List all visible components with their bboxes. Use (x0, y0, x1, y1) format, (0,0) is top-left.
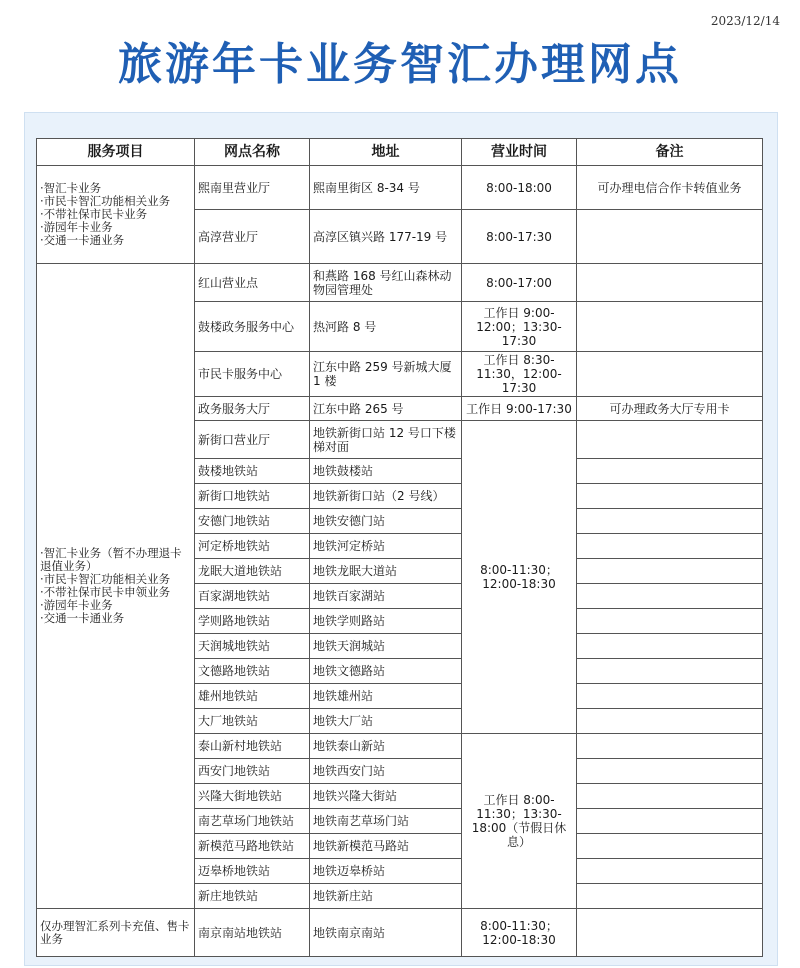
outlet-hours: 工作日 9:00-17:30 (462, 397, 577, 421)
outlet-hours: 8:00-17:30 (462, 210, 577, 264)
outlet-name: 大厂地铁站 (195, 709, 310, 734)
outlet-note (577, 559, 763, 584)
outlet-address: 地铁文德路站 (310, 659, 462, 684)
outlet-hours: 工作日 8:30-11:30，12:00-17:30 (462, 352, 577, 397)
outlet-note (577, 884, 763, 909)
outlet-name: 龙眠大道地铁站 (195, 559, 310, 584)
outlet-address: 地铁雄州站 (310, 684, 462, 709)
outlet-note (577, 484, 763, 509)
outlet-address: 江东中路 259 号新城大厦 1 楼 (310, 352, 462, 397)
outlet-note (577, 809, 763, 834)
outlet-hours-merged: 工作日 8:00-11:30；13:30-18:00（节假日休息） (462, 734, 577, 909)
date-stamp: 2023/12/14 (710, 14, 780, 28)
outlet-name: 西安门地铁站 (195, 759, 310, 784)
outlet-note (577, 459, 763, 484)
outlet-address: 地铁天润城站 (310, 634, 462, 659)
header-hours: 营业时间 (462, 139, 577, 166)
outlet-name: 新街口营业厅 (195, 421, 310, 459)
header-service: 服务项目 (37, 139, 195, 166)
outlet-address: 地铁泰山新站 (310, 734, 462, 759)
outlet-note (577, 684, 763, 709)
outlet-note (577, 584, 763, 609)
outlet-address: 地铁龙眠大道站 (310, 559, 462, 584)
outlet-note (577, 352, 763, 397)
header-address: 地址 (310, 139, 462, 166)
outlet-hours: 工作日 9:00-12:00；13:30-17:30 (462, 302, 577, 352)
outlet-name: 政务服务大厅 (195, 397, 310, 421)
outlet-name: 南京南站地铁站 (195, 909, 310, 957)
outlet-address: 熙南里街区 8-34 号 (310, 166, 462, 210)
table-row (37, 264, 763, 302)
outlet-name: 兴隆大街地铁站 (195, 784, 310, 809)
outlet-name: 红山营业点 (195, 264, 310, 302)
outlet-note (577, 509, 763, 534)
outlet-note: 可办理电信合作卡转值业务 (577, 166, 763, 210)
outlet-note (577, 659, 763, 684)
outlet-note (577, 859, 763, 884)
outlet-address: 地铁新模范马路站 (310, 834, 462, 859)
outlet-note (577, 834, 763, 859)
outlet-address: 地铁迈皋桥站 (310, 859, 462, 884)
outlet-name: 鼓楼地铁站 (195, 459, 310, 484)
outlet-name: 百家湖地铁站 (195, 584, 310, 609)
outlet-note (577, 784, 763, 809)
outlet-hours: 8:00-17:00 (462, 264, 577, 302)
outlet-name: 新街口地铁站 (195, 484, 310, 509)
outlet-address: 地铁学则路站 (310, 609, 462, 634)
header-note: 备注 (577, 139, 763, 166)
outlet-name: 河定桥地铁站 (195, 534, 310, 559)
outlet-address: 和燕路 168 号红山森林动物园管理处 (310, 264, 462, 302)
outlet-name: 高淳营业厅 (195, 210, 310, 264)
outlet-address: 地铁鼓楼站 (310, 459, 462, 484)
table-header-row (37, 139, 763, 166)
outlet-note (577, 759, 763, 784)
outlet-name: 泰山新村地铁站 (195, 734, 310, 759)
outlet-note: 可办理政务大厅专用卡 (577, 397, 763, 421)
outlet-name: 天润城地铁站 (195, 634, 310, 659)
outlet-note (577, 909, 763, 957)
outlet-name: 学则路地铁站 (195, 609, 310, 634)
outlet-name: 鼓楼政务服务中心 (195, 302, 310, 352)
outlet-note (577, 421, 763, 459)
service-cell: ·智汇卡业务（暂不办理退卡退值业务） ·市民卡智汇功能相关业务 ·不带社保市民卡申领业务 ·游园年卡业务 ·交通一卡通业务 (37, 264, 195, 909)
outlet-name: 文德路地铁站 (195, 659, 310, 684)
outlet-name: 安德门地铁站 (195, 509, 310, 534)
outlet-note (577, 634, 763, 659)
outlet-name: 新模范马路地铁站 (195, 834, 310, 859)
outlet-address: 地铁兴隆大街站 (310, 784, 462, 809)
table-row (37, 166, 763, 210)
outlet-table (36, 138, 763, 957)
outlet-hours: 8:00-11:30；12:00-18:30 (462, 909, 577, 957)
outlet-name: 南艺草场门地铁站 (195, 809, 310, 834)
outlet-address: 地铁南艺草场门站 (310, 809, 462, 834)
page-title: 旅游年卡业务智汇办理网点 (118, 39, 682, 90)
outlet-note (577, 709, 763, 734)
outlet-address: 高淳区镇兴路 177-19 号 (310, 210, 462, 264)
service-cell: 仅办理智汇系列卡充值、售卡业务 (37, 909, 195, 957)
outlet-note (577, 302, 763, 352)
outlet-address: 地铁新街口站（2 号线） (310, 484, 462, 509)
outlet-address: 地铁百家湖站 (310, 584, 462, 609)
table-row (37, 909, 763, 957)
outlet-address: 江东中路 265 号 (310, 397, 462, 421)
outlet-name: 熙南里营业厅 (195, 166, 310, 210)
header-outlet-name: 网点名称 (195, 139, 310, 166)
outlet-note (577, 609, 763, 634)
outlet-hours-merged: 8:00-11:30；12:00-18:30 (462, 421, 577, 734)
outlet-note (577, 734, 763, 759)
outlet-address: 地铁新庄站 (310, 884, 462, 909)
outlet-hours: 8:00-18:00 (462, 166, 577, 210)
service-cell: ·智汇卡业务 ·市民卡智汇功能相关业务 ·不带社保市民卡业务 ·游园年卡业务 ·交通一卡通业务 (37, 166, 195, 264)
outlet-note (577, 264, 763, 302)
outlet-address: 地铁大厂站 (310, 709, 462, 734)
outlet-name: 新庄地铁站 (195, 884, 310, 909)
outlet-note (577, 210, 763, 264)
outlet-address: 地铁安德门站 (310, 509, 462, 534)
outlet-address: 地铁南京南站 (310, 909, 462, 957)
outlet-address: 地铁河定桥站 (310, 534, 462, 559)
outlet-name: 迈皋桥地铁站 (195, 859, 310, 884)
outlet-name: 市民卡服务中心 (195, 352, 310, 397)
outlet-note (577, 534, 763, 559)
outlet-name: 雄州地铁站 (195, 684, 310, 709)
outlet-address: 热河路 8 号 (310, 302, 462, 352)
outlet-address: 地铁西安门站 (310, 759, 462, 784)
outlet-address: 地铁新街口站 12 号口下楼梯对面 (310, 421, 462, 459)
